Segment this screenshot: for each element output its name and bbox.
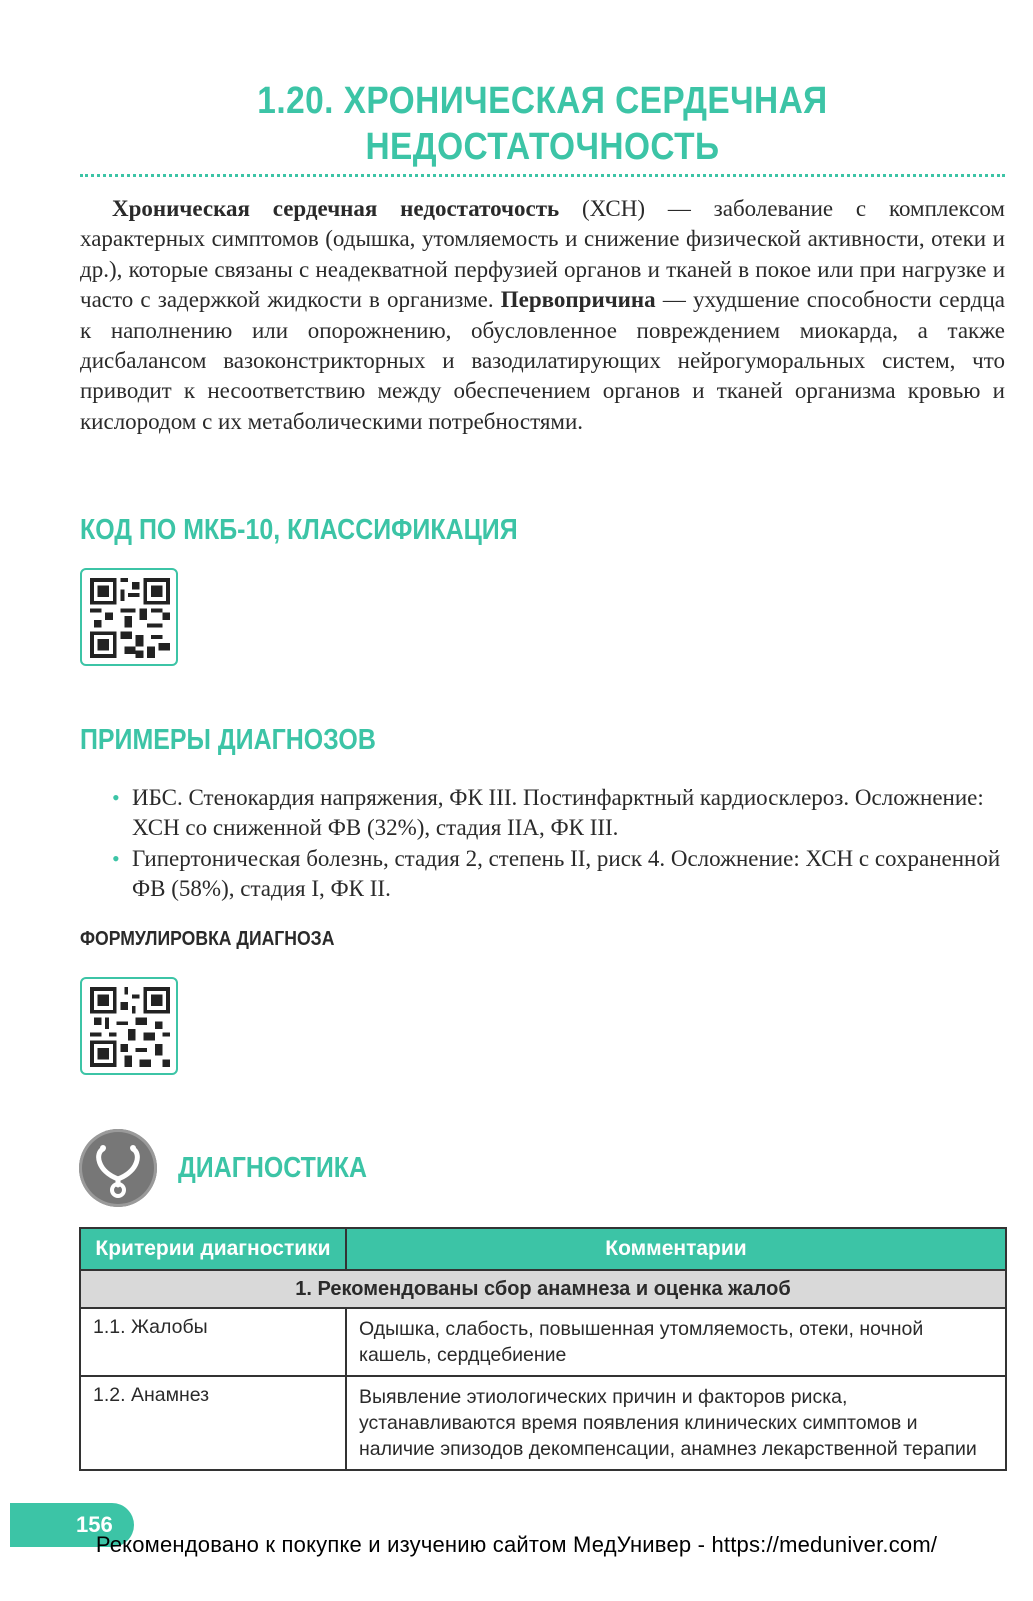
section-title: 1. Рекомендованы сбор анамнеза и оценка жалоб <box>80 1270 1006 1308</box>
criterion-cell: 1.2. Анамнез <box>80 1376 346 1470</box>
intro-cause-term: Первопричина <box>500 287 656 313</box>
bullet-icon: • <box>112 845 120 871</box>
stethoscope-icon <box>79 1129 157 1207</box>
examples-heading: ПРИМЕРЫ ДИАГНОЗОВ <box>80 724 376 756</box>
header-comments: Комментарии <box>346 1228 1006 1270</box>
comment-cell: Одышка, слабость, повышенная утомляемость, отеки, ночной кашель, сердцебиение <box>346 1308 1006 1376</box>
bullet-icon: • <box>112 785 120 810</box>
qr-code-classification[interactable] <box>80 568 178 666</box>
intro-text-1: (ХСН) — заболевание с комплексом характерных симптомов (одышка, утомляемость и снижение физической активности, отеки и др.), которые связаны с неадекватной перфузией органов и тканей в покое или при нагрузке и часто с задержкой жидкости в организме. <box>80 196 1005 313</box>
header-criteria: Критерии диагностики <box>80 1228 346 1270</box>
footer-link[interactable]: Рекомендовано к покупке и изучению сайтом МедУнивер - https://meduniver.com/ <box>95 1532 938 1557</box>
page-title <box>136 78 950 170</box>
table-row <box>80 1308 1006 1376</box>
diagnostics-table <box>79 1227 1007 1471</box>
diagnostics-heading: ДИАГНОСТИКА <box>178 1152 368 1184</box>
title-divider <box>80 174 1005 177</box>
table-section-row <box>80 1270 1006 1308</box>
list-item <box>108 844 1005 905</box>
example-text: ИБС. Стенокардия напряжения, ФК III. Постинфарктный кардиосклероз. Осложнение: ХСН со сниженной ФВ (32%), стадия IIА, ФК III. <box>132 785 984 841</box>
table-header-row <box>80 1228 1006 1270</box>
stethoscope-badge <box>79 1129 157 1207</box>
comment-cell: Выявление этиологических причин и факторов риска, устанавливаются время появления клинических симптомов и наличие эпизодов декомпенсации, анамнез лекарственной терапии <box>346 1376 1006 1470</box>
intro-paragraph <box>80 194 1005 437</box>
qr-code-formulation[interactable] <box>80 977 178 1075</box>
example-text: Гипертоническая болезнь, стадия 2, степень II, риск 4. Осложнение: ХСН с сохраненной ФВ (58%), стадия I, ФК II. <box>132 845 1001 902</box>
page-number: 156 <box>10 1503 134 1547</box>
qr-code-icon <box>90 578 170 658</box>
intro-text-2: — ухудшение способности сердца к наполнению или опорожнению, обусловленное повреждением миокарда, а также дисбалансом вазоконстрикторных и вазодилатирующих нейрогуморальных систем, что приводит к несоответствию между обеспечением органов и тканей организма кровью и кислородом с их метаболическими потребностями. <box>80 287 1006 434</box>
criterion-cell: 1.1. Жалобы <box>80 1308 346 1376</box>
title-line-1: 1.20. ХРОНИЧЕСКАЯ СЕРДЕЧНАЯ <box>257 80 828 122</box>
qr-code-icon <box>90 987 170 1067</box>
table-row <box>80 1376 1006 1470</box>
intro-term: Хроническая сердечная недостаточость <box>112 196 560 221</box>
list-item <box>108 783 1005 844</box>
title-line-2: НЕДОСТАТОЧНОСТЬ <box>365 126 720 168</box>
formulation-heading: ФОРМУЛИРОВКА ДИАГНОЗА <box>80 928 335 950</box>
diagnosis-examples-list <box>108 783 1005 905</box>
icd-heading: КОД ПО МКБ-10, КЛАССИФИКАЦИЯ <box>80 514 518 546</box>
